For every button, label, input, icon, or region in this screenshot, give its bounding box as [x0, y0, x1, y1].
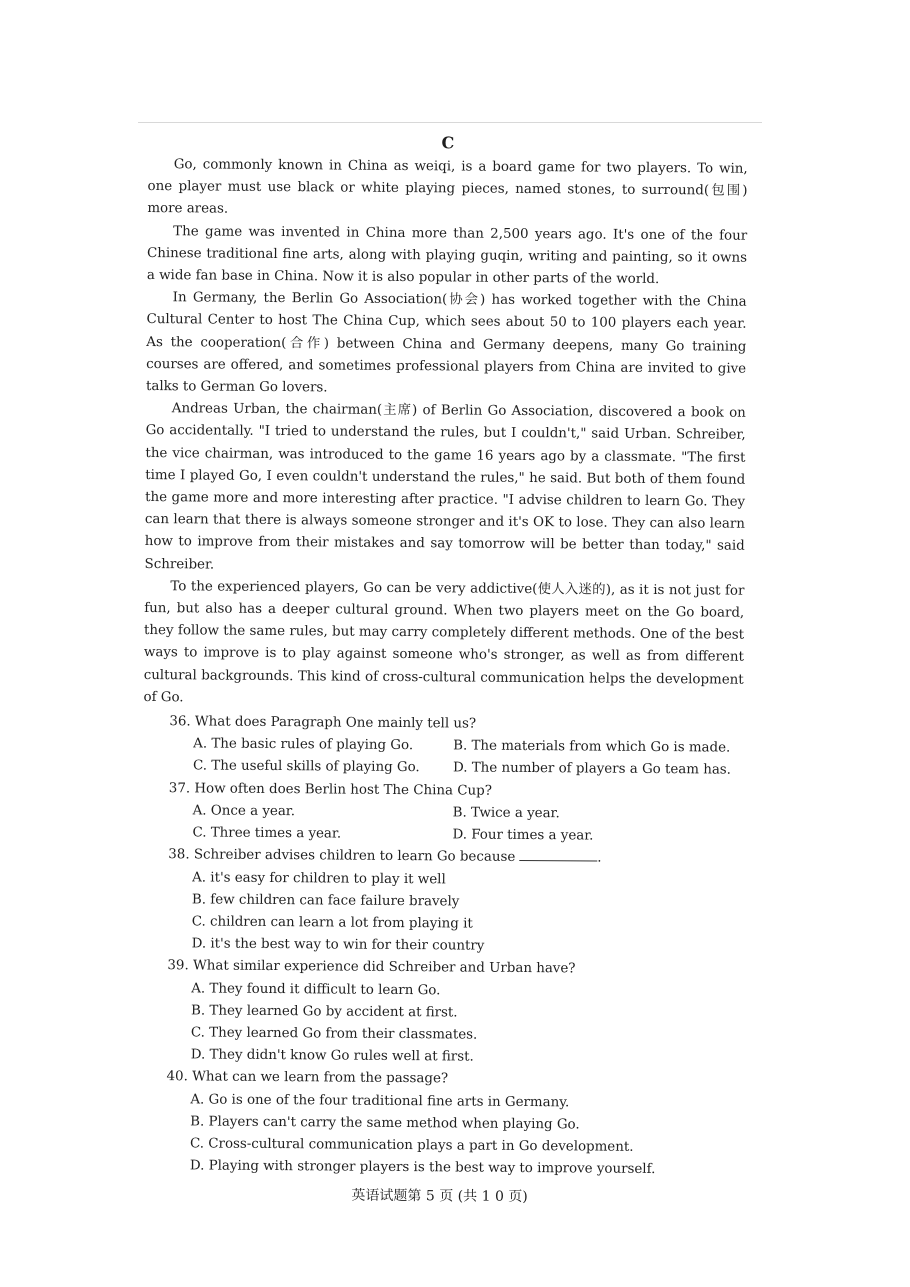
passage-paragraph-1: Go, commonly known in China as weiqi, is a board game for two players. To win, one player must use black or white playing pieces, named stones, to surround(包围) more areas.: [147, 157, 748, 218]
answer-options: [142, 800, 742, 849]
option-b: B. Twice a year.: [452, 805, 560, 822]
answer-options: [142, 866, 743, 960]
question-stem: 36. What does Paragraph One mainly tell us?: [169, 714, 477, 732]
section-title: C: [441, 133, 455, 153]
option-a: A. Go is one of the four traditional fine arts in Germany.: [190, 1091, 570, 1110]
option-a: A. The basic rules of playing Go.: [193, 736, 414, 754]
question-stem: 37. How often does Berlin host The China Cup?: [168, 780, 492, 799]
passage-paragraph-4: Andreas Urban, the chairman(主席) of Berlin Go Association, discovered a book on Go accidentally. "I tried to understand the rules, but I couldn't," said Urban. Schreiber, the vice chairman, was introduced to the game 16 years ago by a classmate. "The first time I played Go, I even couldn't understand the rules," he said. But both of them found the game more and more interesting after practice. "I advise children to learn Go. They can learn that there is always someone stronger and it's OK to lose. They can also learn how to improve from their mistakes and say tomorrow will be better than today," said Schreiber.: [144, 401, 746, 573]
question-38: [142, 844, 743, 960]
option-a: A. Once a year.: [192, 803, 296, 820]
question-36: [143, 711, 744, 782]
option-d: D. The number of players a Go team has.: [452, 760, 732, 779]
question-stem: 40. What can we learn from the passage?: [166, 1069, 449, 1087]
question-40: [140, 1066, 741, 1182]
question-list: [140, 711, 744, 1182]
answer-options: [141, 977, 742, 1071]
option-d: D. it's the best way to win for their country: [191, 936, 485, 954]
question-stem: 39. What similar experience did Schreiber and Urban have?: [167, 958, 576, 977]
option-b: B. The materials from which Go is made.: [453, 738, 731, 756]
option-d: D. Playing with stronger players is the best way to improve yourself.: [189, 1158, 656, 1178]
option-c: C. Three times a year.: [192, 825, 342, 842]
option-b: B. few children can face failure bravely: [191, 892, 460, 910]
reading-passage: [143, 154, 747, 714]
question-stem: 38. Schreiber advises children to learn Go because: [168, 847, 516, 866]
option-a: A. it's easy for children to play it well: [192, 869, 446, 887]
answer-options: [143, 733, 743, 782]
answer-options: [140, 1089, 741, 1183]
option-a: A. They found it difficult to learn Go.: [191, 980, 441, 998]
answer-blank: [519, 848, 597, 862]
option-c: C. Cross-cultural communication plays a part in Go development.: [189, 1136, 634, 1155]
top-rule: [138, 122, 762, 123]
option-b: B. They learned Go by accident at first.: [191, 1003, 458, 1021]
option-c: C. The useful skills of playing Go.: [192, 758, 420, 776]
question-37: [142, 778, 743, 849]
page-footer: 英语试题第 5 页 (共 1 0 页): [351, 1187, 528, 1206]
exam-page: [140, 130, 748, 1210]
passage-paragraph-5: To the experienced players, Go can be very addictive(使人入迷的), as it is not just for fun, but also has a deeper cultural ground. When two players meet on the Go board, they follow the same rules, but may carry completely different methods. One of the best ways to improve is to play against someone who's stronger, as well as from different cultural backgrounds. This kind of cross-cultural communication helps the development of Go.: [143, 579, 745, 706]
passage-paragraph-2: The game was invented in China more than 2,500 years ago. It's one of the four Chinese traditional fine arts, along with playing guqin, writing and painting, so it owns a wide fan base in China. Now it is also popular in other parts of the world.: [146, 223, 748, 288]
option-b: B. Players can't carry the same method when playing Go.: [190, 1114, 580, 1133]
question-stem-row: 38. Schreiber advises children to learn Go because .: [168, 847, 602, 866]
option-c: C. They learned Go from their classmates.: [190, 1025, 478, 1043]
option-d: D. Four times a year.: [452, 827, 594, 844]
question-39: [141, 955, 742, 1071]
option-d: D. They didn't know Go rules well at first.: [190, 1047, 474, 1065]
option-c: C. children can learn a lot from playing it: [191, 914, 473, 932]
passage-paragraph-3: In Germany, the Berlin Go Association(协会) has worked together with the China Cultural Center to host The China Cup, which sees about 50 to 100 players each year. As the cooperation(合作) between China and Germany deepens, many Go training courses are offered, and sometimes professional players from China are invited to give talks to German Go lovers.: [145, 290, 747, 396]
